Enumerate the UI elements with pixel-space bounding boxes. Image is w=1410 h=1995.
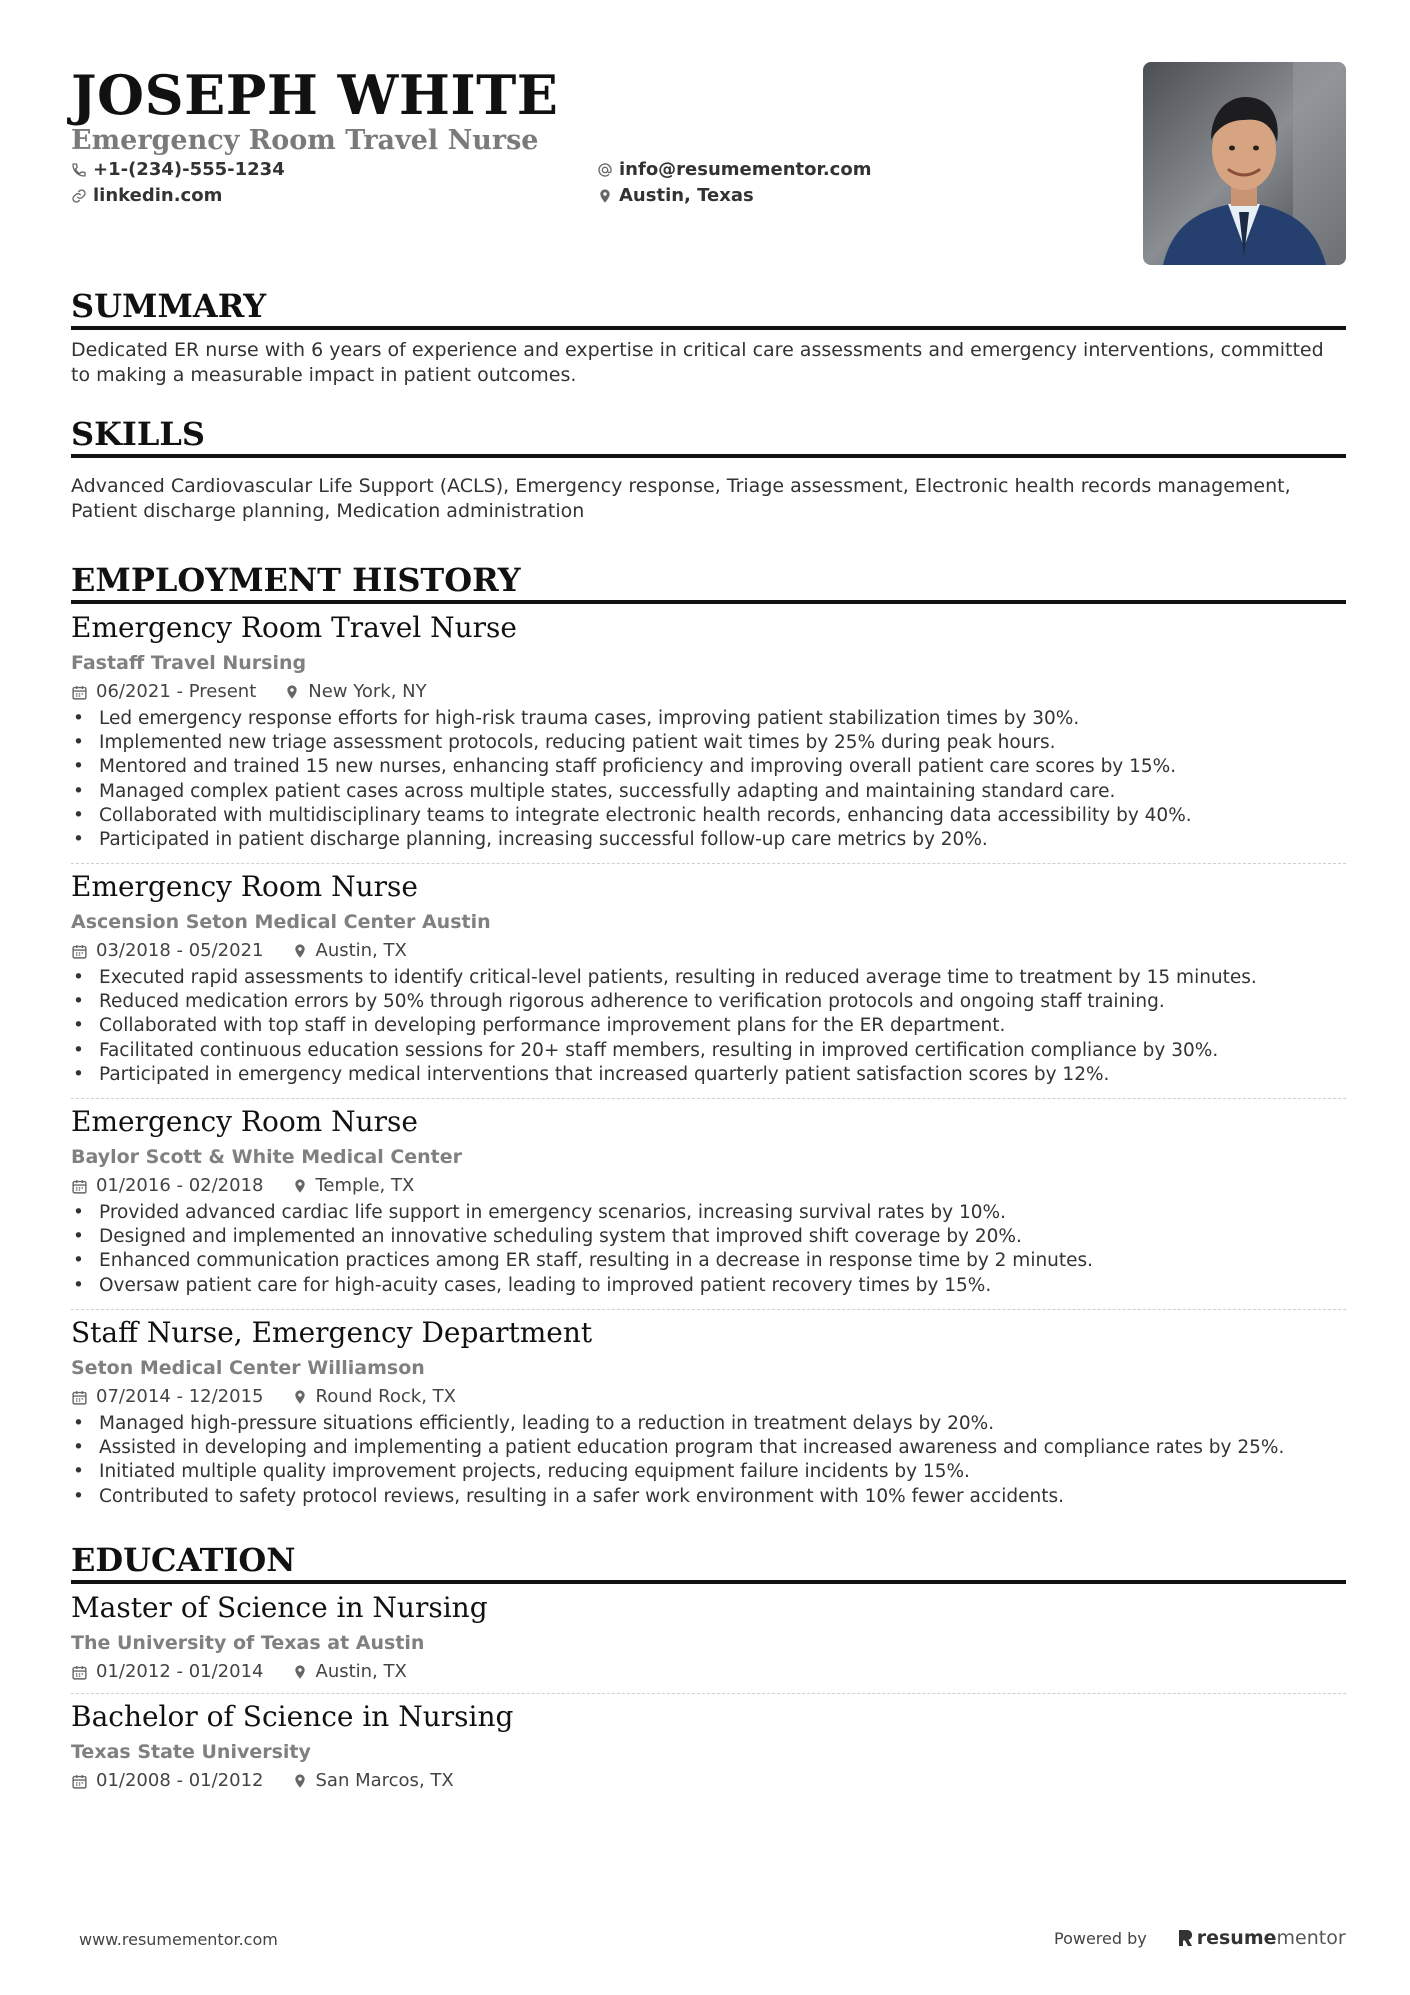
list-item: • Initiated multiple quality improvement projects, reducing equipment failure incidents by 15%.	[71, 1460, 1346, 1484]
list-item: • Designed and implemented an innovative scheduling system that improved shift coverage by 20%.	[71, 1225, 1346, 1249]
map-pin-icon	[292, 1664, 308, 1680]
calendar-icon	[71, 1773, 88, 1790]
calendar-icon	[71, 1178, 88, 1195]
entry-divider	[71, 1098, 1346, 1099]
list-item: • Assisted in developing and implementing a patient education program that increased awareness and compliance rates by 25%.	[71, 1436, 1346, 1460]
list-item: • Executed rapid assessments to identify critical-level patients, resulting in reduced average time to treatment by 15 minutes.	[71, 966, 1346, 990]
candidate-role: Emergency Room Travel Nurse	[71, 125, 539, 156]
list-item: • Oversaw patient care for high-acuity cases, leading to improved patient recovery times by 15%.	[71, 1274, 1346, 1298]
degree-title: Bachelor of Science in Nursing	[71, 1700, 514, 1733]
job-title: Staff Nurse, Emergency Department	[71, 1316, 593, 1349]
map-pin-icon	[292, 1178, 308, 1194]
entry-divider	[71, 863, 1346, 864]
job-employer: Seton Medical Center Williamson	[71, 1357, 425, 1379]
phone-icon	[71, 162, 87, 178]
list-item: • Implemented new triage assessment protocols, reducing patient wait times by 25% during peak hours.	[71, 731, 1346, 755]
job-dates: 03/2018 - 05/2021	[96, 940, 264, 961]
education-dates: 01/2012 - 01/2014	[96, 1661, 264, 1682]
job-entry	[71, 869, 1346, 1087]
brand-bold: resume	[1196, 1927, 1277, 1949]
job-bullets	[71, 1201, 1346, 1298]
list-item: • Facilitated continuous education sessions for 20+ staff members, resulting in improved certification compliance by 30%.	[71, 1039, 1346, 1063]
education-entry	[71, 1699, 1346, 1793]
job-employer: Fastaff Travel Nursing	[71, 652, 307, 674]
list-item: • Mentored and trained 15 new nurses, enhancing staff proficiency and improving overall patient care scores by 15%.	[71, 755, 1346, 779]
calendar-icon	[71, 943, 88, 960]
job-employer: Baylor Scott & White Medical Center	[71, 1146, 463, 1168]
list-item: • Enhanced communication practices among ER staff, resulting in a decrease in response time by 2 minutes.	[71, 1249, 1346, 1273]
contact-linkedin[interactable]	[71, 184, 222, 208]
job-bullets	[71, 966, 1346, 1087]
list-item: • Contributed to safety protocol reviews, resulting in a safer work environment with 10% fewer accidents.	[71, 1485, 1346, 1509]
contact-email[interactable]	[597, 158, 871, 182]
resumementor-logo-icon	[1177, 1928, 1193, 1948]
map-pin-icon	[284, 684, 300, 700]
education-dates: 01/2008 - 01/2012	[96, 1770, 264, 1791]
footer-website[interactable]: www.resumementor.com	[79, 1930, 278, 1949]
list-item: • Participated in emergency medical interventions that increased quarterly patient satisfaction scores by 12%.	[71, 1063, 1346, 1087]
job-title: Emergency Room Travel Nurse	[71, 611, 517, 644]
contact-phone	[71, 158, 285, 182]
list-item: • Reduced medication errors by 50% through rigorous adherence to verification protocols and ongoing staff training.	[71, 990, 1346, 1014]
job-dates: 01/2016 - 02/2018	[96, 1175, 264, 1196]
profile-photo	[1143, 62, 1346, 265]
job-entry	[71, 610, 1346, 852]
education-heading: EDUCATION	[71, 1540, 1346, 1584]
list-item: • Participated in patient discharge planning, increasing successful follow-up care metrics by 20%.	[71, 828, 1346, 852]
job-location: Austin, TX	[315, 940, 407, 961]
job-entry	[71, 1104, 1346, 1298]
job-dates: 06/2021 - Present	[96, 681, 257, 702]
entry-divider	[71, 1309, 1346, 1310]
education-location: Austin, TX	[315, 1661, 407, 1682]
map-pin-icon	[292, 1773, 308, 1789]
job-location: Round Rock, TX	[315, 1386, 456, 1407]
list-item: • Provided advanced cardiac life support in emergency scenarios, increasing survival rates by 10%.	[71, 1201, 1346, 1225]
job-meta	[71, 1174, 1346, 1198]
job-location: New York, NY	[308, 681, 427, 702]
job-bullets	[71, 707, 1346, 852]
list-item: • Collaborated with top staff in developing performance improvement plans for the ER department.	[71, 1014, 1346, 1038]
phone-text: +1-(234)-555-1234	[93, 159, 285, 180]
employment-heading: EMPLOYMENT HISTORY	[71, 560, 1346, 604]
list-item: • Collaborated with multidisciplinary teams to integrate electronic health records, enhancing data accessibility by 40%.	[71, 804, 1346, 828]
job-location: Temple, TX	[315, 1175, 415, 1196]
list-item: • Managed high-pressure situations efficiently, leading to a reduction in treatment delays by 20%.	[71, 1412, 1346, 1436]
job-meta	[71, 939, 1346, 963]
map-pin-icon	[292, 1389, 308, 1405]
calendar-icon	[71, 684, 88, 701]
job-employer: Ascension Seton Medical Center Austin	[71, 911, 491, 933]
summary-heading: SUMMARY	[71, 286, 1346, 330]
education-meta	[71, 1660, 1346, 1684]
entry-divider	[71, 1693, 1346, 1694]
link-icon	[71, 188, 87, 204]
brand-logo[interactable]	[1177, 1927, 1346, 1949]
job-entry	[71, 1315, 1346, 1509]
at-icon	[597, 162, 613, 178]
job-meta	[71, 680, 1346, 704]
candidate-name: JOSEPH WHITE	[71, 63, 559, 127]
linkedin-text[interactable]: linkedin.com	[93, 185, 223, 206]
job-meta	[71, 1385, 1346, 1409]
brand-light: mentor	[1276, 1927, 1346, 1949]
contact-location	[597, 184, 754, 208]
job-title: Emergency Room Nurse	[71, 870, 418, 903]
email-text[interactable]: info@resumementor.com	[619, 159, 872, 180]
list-item: • Led emergency response efforts for high-risk trauma cases, improving patient stabilization times by 30%.	[71, 707, 1346, 731]
education-meta	[71, 1769, 1346, 1793]
summary-text: Dedicated ER nurse with 6 years of experience and expertise in critical care assessments and emergency interventions, committed to making a measurable impact in patient outcomes.	[71, 339, 1324, 386]
list-item: • Managed complex patient cases across multiple states, successfully adapting and maintaining standard care.	[71, 780, 1346, 804]
skills-heading: SKILLS	[71, 414, 1346, 458]
powered-by-text: Powered by	[1054, 1928, 1147, 1948]
job-title: Emergency Room Nurse	[71, 1105, 418, 1138]
job-bullets	[71, 1412, 1346, 1509]
map-pin-icon	[292, 943, 308, 959]
calendar-icon	[71, 1389, 88, 1406]
education-location: San Marcos, TX	[315, 1770, 454, 1791]
calendar-icon	[71, 1664, 88, 1681]
location-text: Austin, Texas	[619, 185, 754, 206]
job-dates: 07/2014 - 12/2015	[96, 1386, 264, 1407]
school-name: The University of Texas at Austin	[71, 1632, 425, 1654]
degree-title: Master of Science in Nursing	[71, 1591, 488, 1624]
school-name: Texas State University	[71, 1741, 311, 1763]
education-entry	[71, 1590, 1346, 1684]
skills-text: Advanced Cardiovascular Life Support (ACLS), Emergency response, Triage assessment, Electronic health records management, Patient discharge planning, Medication administration	[71, 475, 1291, 522]
map-pin-icon	[597, 188, 613, 204]
footer-branding	[1054, 1927, 1346, 1949]
